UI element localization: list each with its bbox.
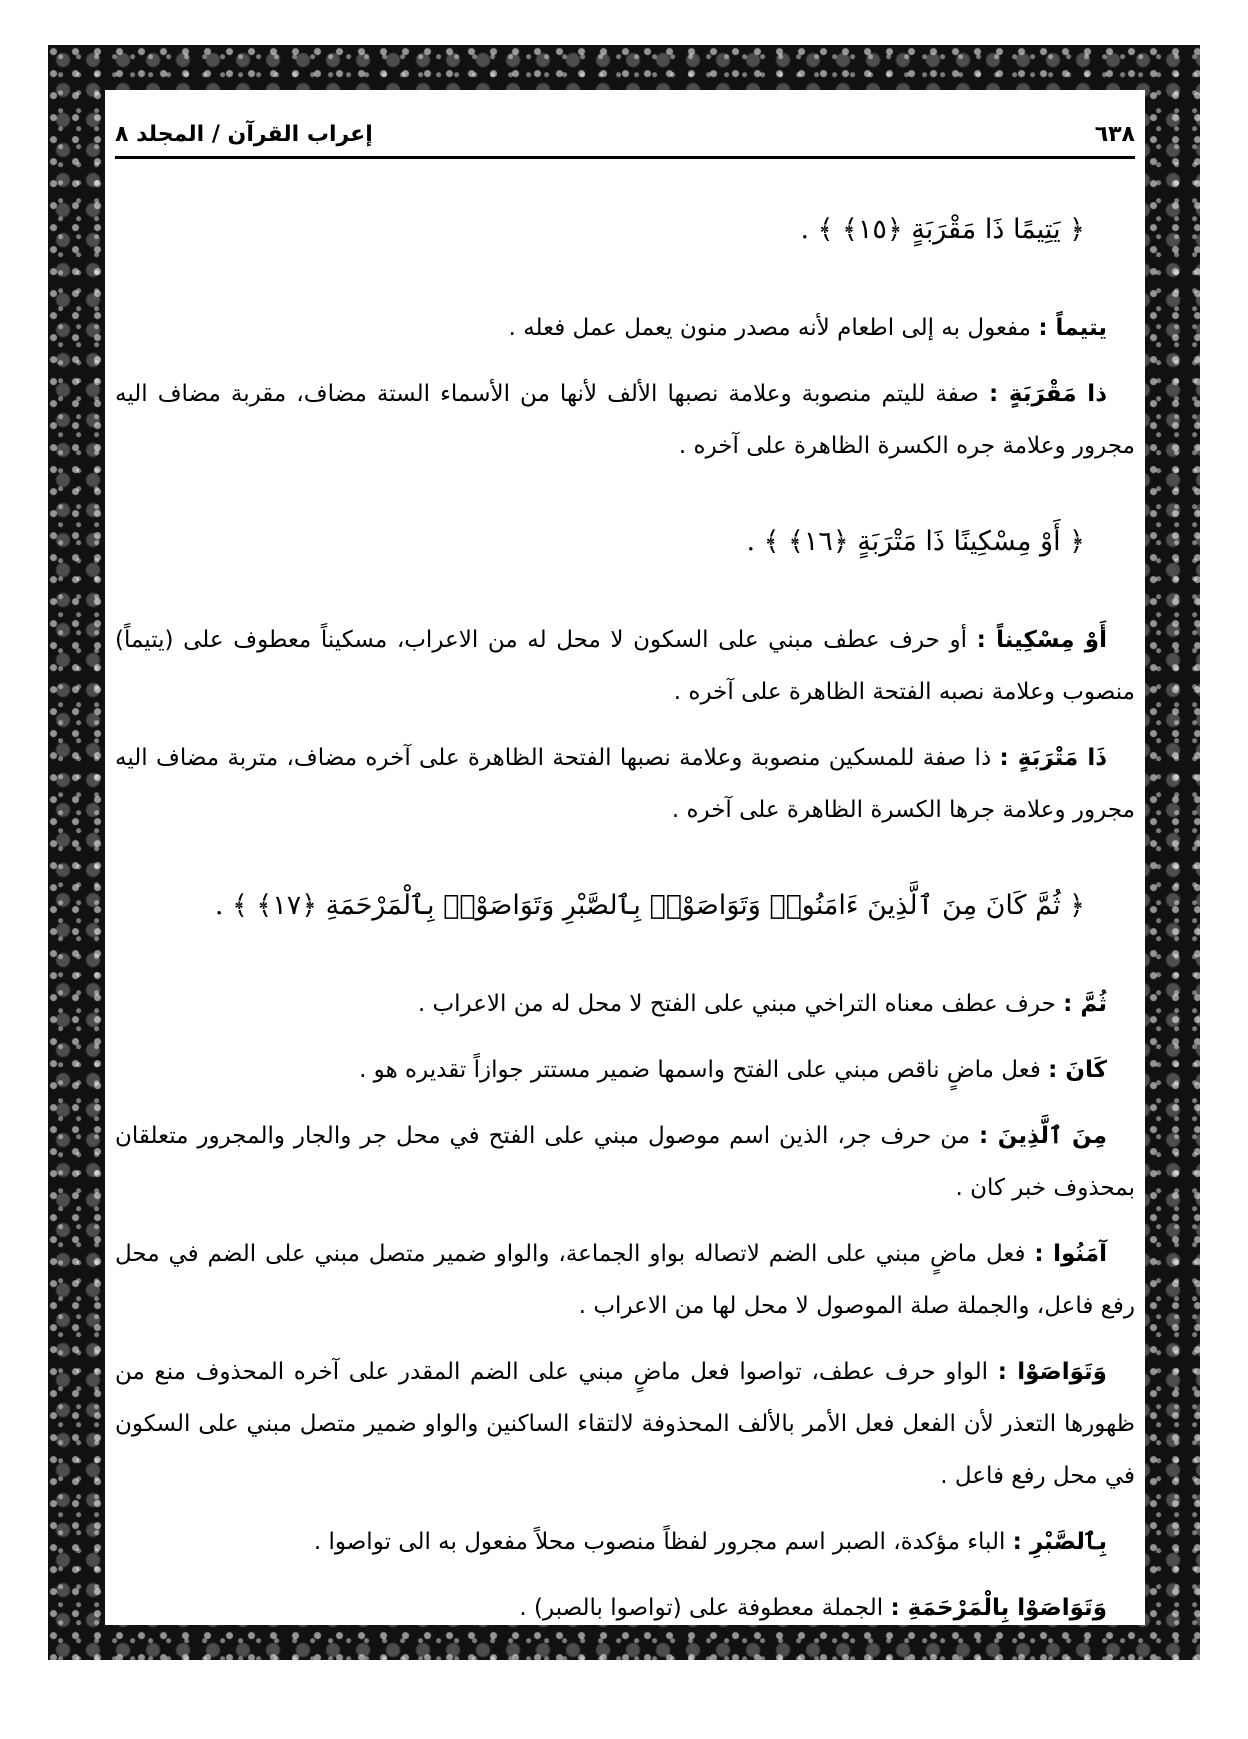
analysis-term: كَانَ : [1048,1057,1107,1083]
quran-verse: ﴿ يَتِيمًا ذَا مَقْرَبَةٍ ﴿١٥﴾ ﴾ . [800,214,1085,245]
analysis-text: فعل ماضٍ ناقص مبني على الفتح واسمها ضمير مستتر جوازاً تقديره هو . [359,1057,1049,1083]
analysis-term: أَوْ مِسْكِيناً : [976,627,1107,653]
analysis-term: وَتَوَاصَوْا بِالْمَرْحَمَةِ : [890,1595,1107,1621]
analysis-paragraph [115,1228,1135,1332]
analysis-paragraph [115,1582,1135,1634]
analysis-term: ثُمَّ : [1063,991,1107,1017]
analysis-paragraph [115,1044,1135,1096]
analysis-text: أو حرف عطف مبني على السكون لا محل له من الاعراب، مسكيناً معطوف على (يتيماً) منصوب وعلامة نصبه الفتحة الظاهرة على آخره . [115,627,1135,705]
analysis-text: مفعول به إلى اطعام لأنه مصدر منون يعمل عمل فعله . [508,315,1039,341]
analysis-term: وَتَوَاصَوْا : [997,1359,1107,1385]
page-header [115,112,1135,159]
quran-verse: ﴿ ثُمَّ كَانَ مِنَ ٱلَّذِينَ ءَامَنُوا۟ وَتَوَاصَوْا۟ بِٱلصَّبْرِ وَتَوَاصَوْا۟ بِٱلْمَرْحَمَةِ ﴿١٧﴾ ﴾ . [214,890,1085,921]
analysis-paragraph [115,1110,1135,1214]
analysis-paragraph [115,614,1135,718]
analysis-paragraph [115,1346,1135,1502]
analysis-term: بِٱلصَّبْرِ : [1012,1529,1107,1555]
analysis-paragraph [115,978,1135,1030]
analysis-text: من حرف جر، الذين اسم موصول مبني على الفتح في محل جر والجار والمجرور متعلقان بمحذوف خبر كان . [115,1123,1135,1201]
analysis-text: صفة لليتم منصوبة وعلامة نصبها الألف لأنها من الأسماء الستة مضاف، مقربة مضاف اليه مجرور وعلامة جره الكسرة الظاهرة على آخره . [115,381,1135,459]
analysis-paragraph [115,368,1135,472]
analysis-term: آمَنُوا : [1034,1241,1107,1267]
analysis-text: حرف عطف معناه التراخي مبني على الفتح لا محل له من الاعراب . [417,991,1064,1017]
page-number: ٦٣٨ [1094,121,1135,147]
page-body [105,90,1145,1625]
book-title: إعراب القرآن / المجلد ٨ [115,121,373,147]
analysis-text: فعل ماضٍ مبني على الضم لاتصاله بواو الجماعة، والواو ضمير متصل مبني على الضم في محل رفع فاعل، والجملة صلة الموصول لا محل لها من الاعراب . [115,1241,1135,1319]
page-content [115,200,1135,1648]
analysis-term: ذَا مَتْرَبَةٍ : [999,745,1108,771]
analysis-paragraph [115,732,1135,836]
analysis-text: الباء مؤكدة، الصبر اسم مجرور لفظاً منصوب محلاً مفعول به الى تواصوا . [313,1529,1013,1555]
analysis-text: الجملة معطوفة على (تواصوا بالصبر) . [519,1595,891,1621]
analysis-text: ذا صفة للمسكين منصوبة وعلامة نصبها الفتحة الظاهرة على آخره مضاف، متربة مضاف اليه مجرور وعلامة جرها الكسرة الظاهرة على آخره . [115,745,1135,823]
analysis-text: الواو حرف عطف، تواصوا فعل ماضٍ مبني على الضم المقدر على آخره المحذوف منع من ظهورها التعذر لأن الفعل فعل الأمر بالألف المحذوفة لالتقاء الساكنين والواو ضمير متصل مبني على السكون في محل رفع فاعل . [115,1359,1135,1489]
quran-verse: ﴿ أَوْ مِسْكِينًا ذَا مَتْرَبَةٍ ﴿١٦﴾ ﴾ . [746,526,1085,557]
analysis-paragraph [115,1516,1135,1568]
analysis-term: مِنَ ٱلَّذِينَ : [978,1123,1107,1149]
analysis-term: ذا مَقْرَبَةٍ : [988,381,1107,407]
analysis-term: يتيماً : [1038,315,1107,341]
analysis-paragraph [115,302,1135,354]
